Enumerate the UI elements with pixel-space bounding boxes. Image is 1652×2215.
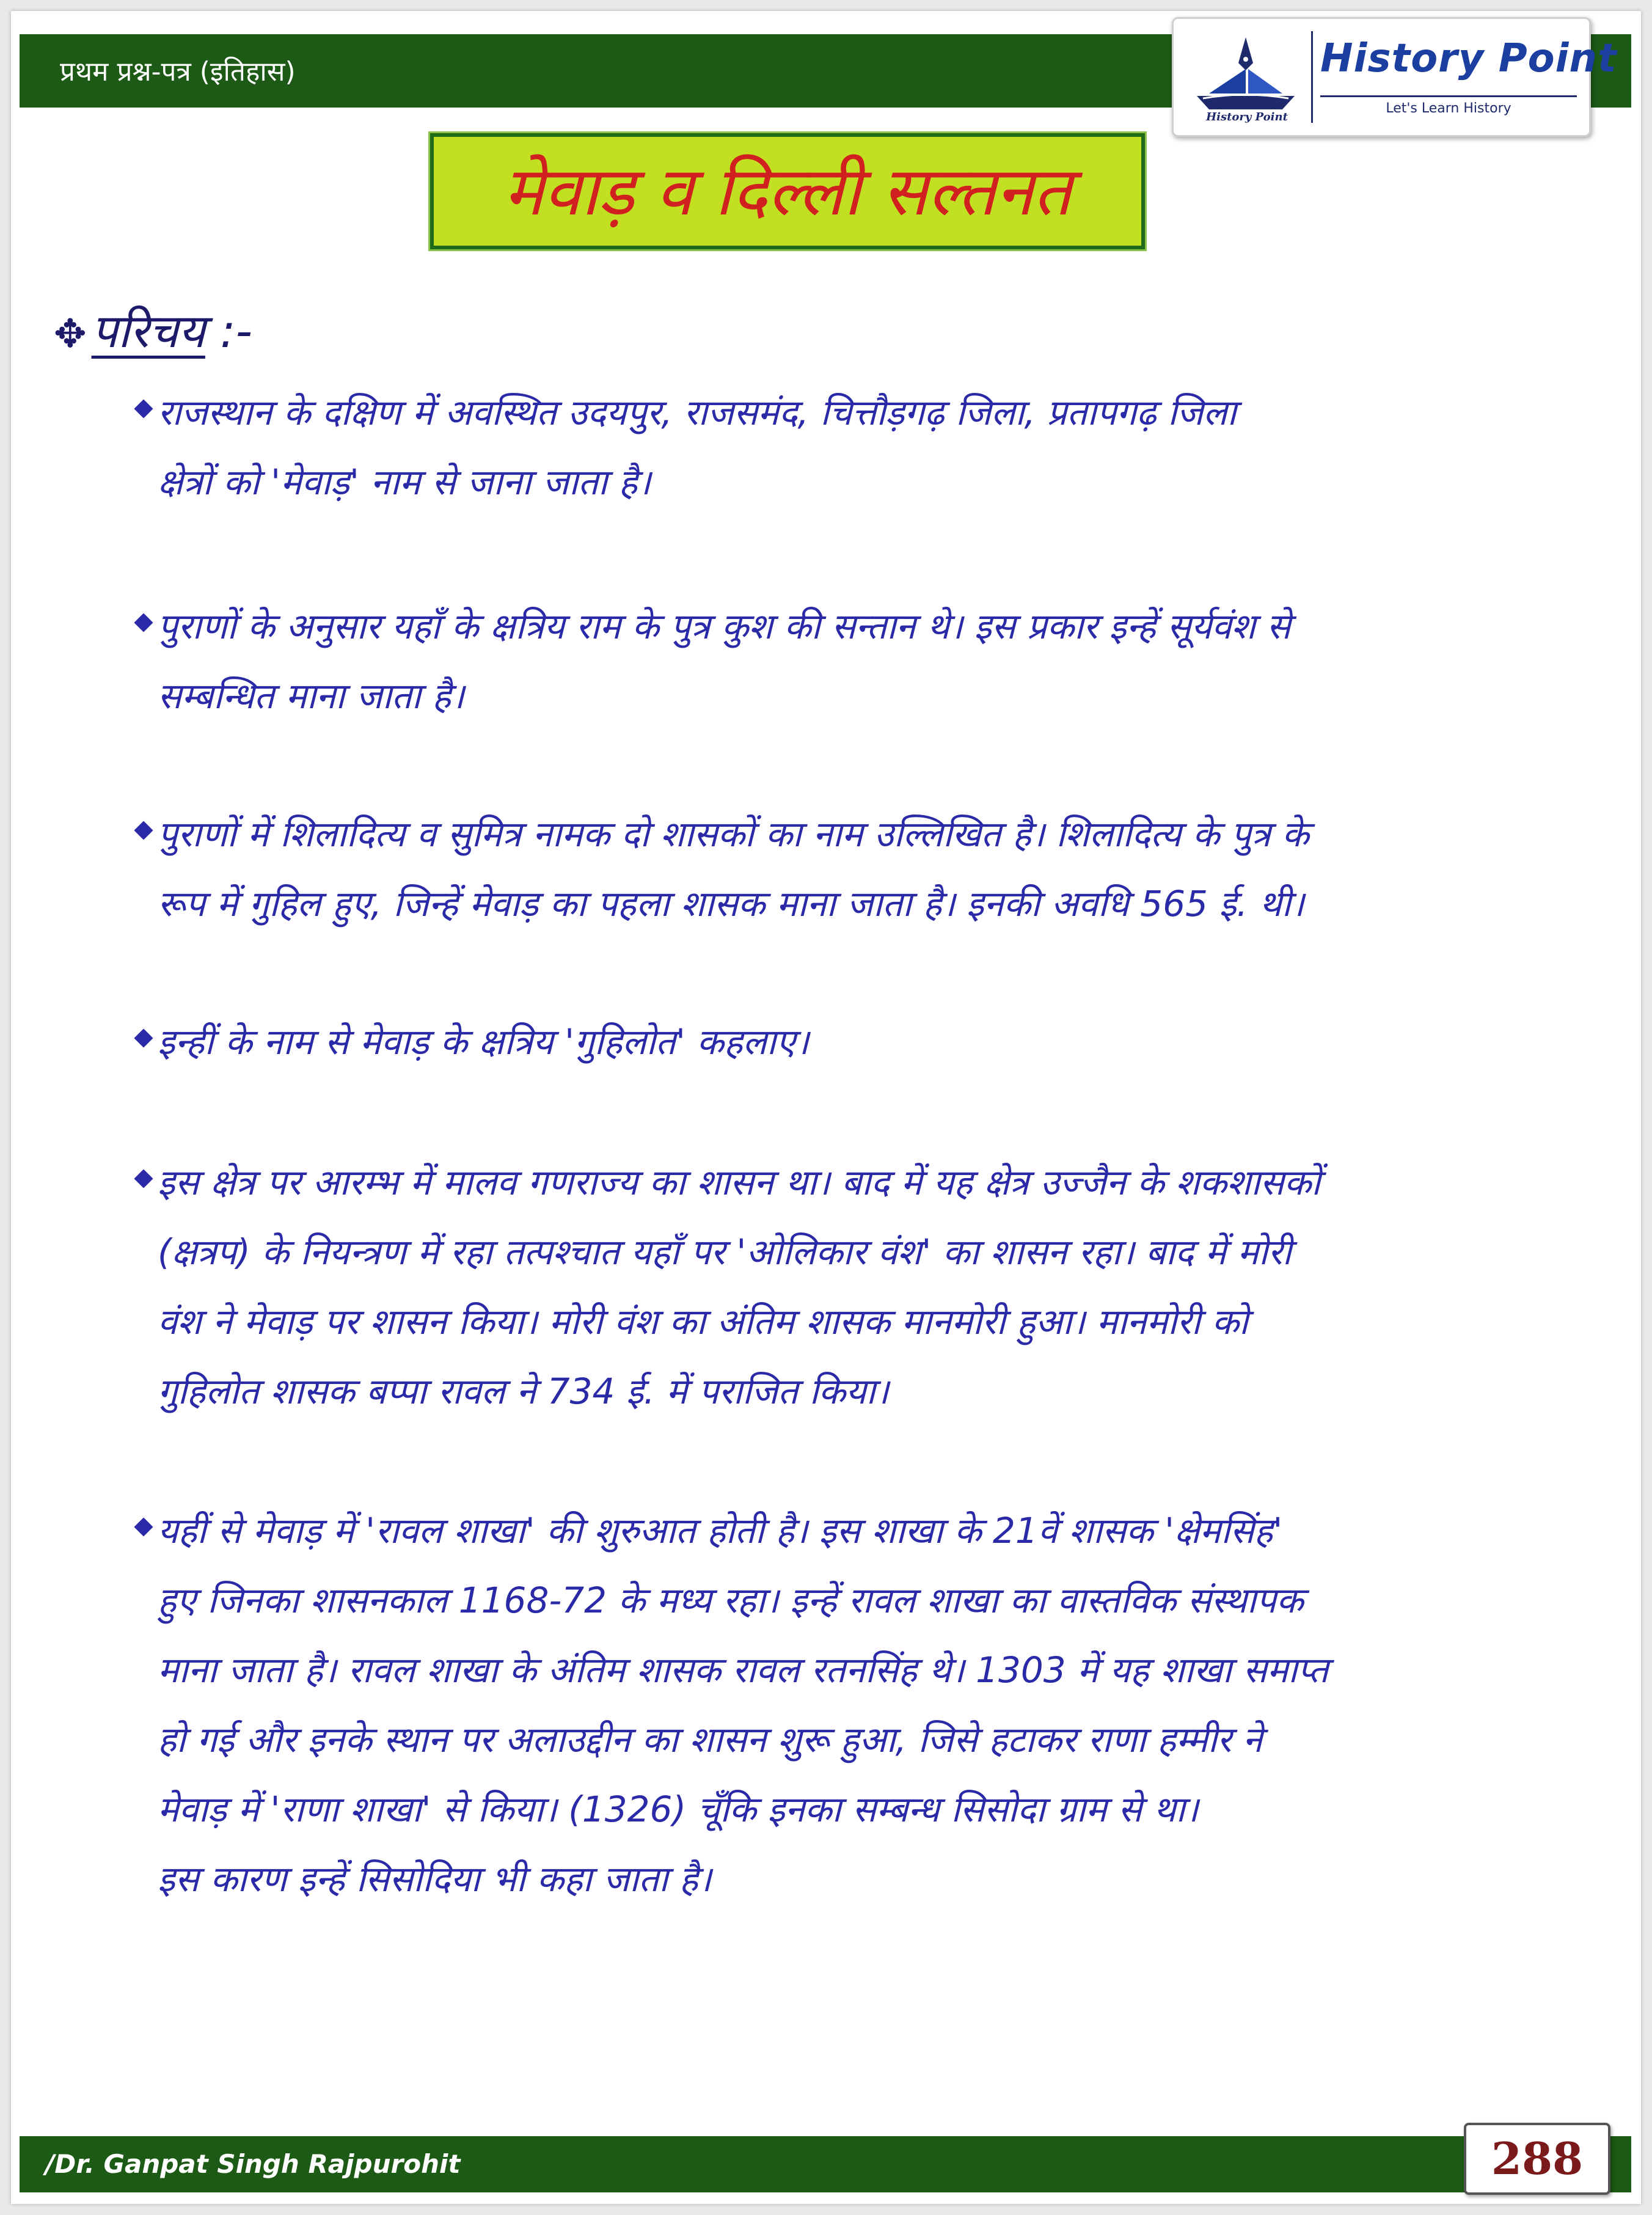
- section-heading-text: परिचय: [91, 304, 205, 358]
- paragraph: [158, 378, 1563, 517]
- section-heading: [54, 298, 252, 361]
- diamond-bullet-icon: [134, 399, 153, 418]
- paragraph-line: सम्बन्धित माना जाता है।: [158, 675, 465, 717]
- paragraph-line: क्षेत्रों को 'मेवाड़' नाम से जाना जाता है।: [158, 461, 651, 503]
- flourish-icon: ✥: [54, 312, 87, 357]
- paragraph-line: पुराणों के अनुसार यहाँ के क्षत्रिय राम के पुत्र कुश की सन्तान थे। इस प्रकार इन्हें सूर्यवंश से: [158, 606, 1291, 647]
- paragraph-line: यहीं से मेवाड़ में 'रावल शाखा' की शुरुआत होती है। इस शाखा के 21वें शासक 'क्षेमसिंह': [158, 1510, 1283, 1551]
- paragraph-line: (क्षत्रप) के नियन्त्रण में रहा तत्पश्चात यहाँ पर 'ओलिकार वंश' का शासन रहा। बाद में मोरी: [158, 1231, 1292, 1273]
- paragraph: [158, 1007, 1563, 1077]
- paragraph-line: वंश ने मेवाड़ पर शासन किया। मोरी वंश का अंतिम शासक मानमोरी हुआ। मानमोरी को: [158, 1301, 1249, 1342]
- diamond-bullet-icon: [134, 613, 153, 632]
- logo-tagline: Let's Learn History: [1320, 95, 1577, 116]
- paragraph: [158, 799, 1563, 939]
- diamond-bullet-icon: [134, 1028, 153, 1047]
- paragraph-line: गुहिलोत शासक बप्पा रावल ने 734 ई. में पराजित किया।: [158, 1371, 889, 1412]
- diamond-bullet-icon: [134, 1517, 153, 1536]
- paragraph-line: इन्हीं के नाम से मेवाड़ के क्षत्रिय 'गुहिलोत' कहलाए।: [158, 1021, 810, 1063]
- paragraph-line: माना जाता है। रावल शाखा के अंतिम शासक रावल रतनसिंह थे। 1303 में यह शाखा समाप्त: [158, 1649, 1329, 1691]
- paragraph-line: हो गई और इनके स्थान पर अलाउद्दीन का शासन शुरू हुआ, जिसे हटाकर राणा हम्मीर ने: [158, 1719, 1263, 1760]
- paragraph-line: मेवाड़ में 'राणा शाखा' से किया। (1326) चूँकि इनका सम्बन्ध सिसोदा ग्राम से था।: [158, 1788, 1199, 1830]
- footer-author: /Dr. Ganpat Singh Rajpurohit: [45, 2149, 461, 2179]
- paragraph-line: पुराणों में शिलादित्य व सुमित्र नामक दो शासकों का नाम उल्लिखित है। शिलादित्य के पुत्र के: [158, 813, 1309, 855]
- diamond-bullet-icon: [134, 1169, 153, 1188]
- paragraph-line: हुए जिनका शासनकाल 1168-72 के मध्य रहा। इन्हें रावल शाखा का वास्तविक संस्थापक: [158, 1580, 1304, 1621]
- paragraph-line: रूप में गुहिल हुए, जिन्हें मेवाड़ का पहला शासक माना जाता है। इनकी अवधि 565 ई. थी।: [158, 883, 1304, 924]
- paragraph: [158, 1496, 1563, 1914]
- paragraph-line: राजस्थान के दक्षिण में अवस्थित उदयपुर, राजसमंद, चित्तौड़गढ़ जिला, प्रतापगढ़ जिला: [158, 392, 1237, 433]
- paragraph: [158, 1148, 1563, 1426]
- chapter-title: मेवाड़ व दिल्ली सल्तनत: [430, 133, 1145, 249]
- paragraph: [158, 591, 1563, 731]
- history-point-logo: [1172, 17, 1617, 137]
- logo-emblem-text: History Point: [1206, 111, 1288, 123]
- logo-separator: [1311, 31, 1313, 123]
- paragraph-line: इस कारण इन्हें सिसोदिया भी कहा जाता है।: [158, 1858, 712, 1900]
- section-heading-suffix: :-: [220, 304, 253, 358]
- header-title: प्रथम प्रश्न-पत्र (इतिहास): [60, 56, 296, 87]
- page-number: 288: [1464, 2123, 1610, 2195]
- logo-name: History Point: [1320, 36, 1617, 81]
- page: [11, 11, 1641, 2204]
- diamond-bullet-icon: [134, 821, 153, 840]
- paragraph-line: इस क्षेत्र पर आरम्भ में मालव गणराज्य का शासन था। बाद में यह क्षेत्र उज्जैन के शकशासकों: [158, 1162, 1321, 1203]
